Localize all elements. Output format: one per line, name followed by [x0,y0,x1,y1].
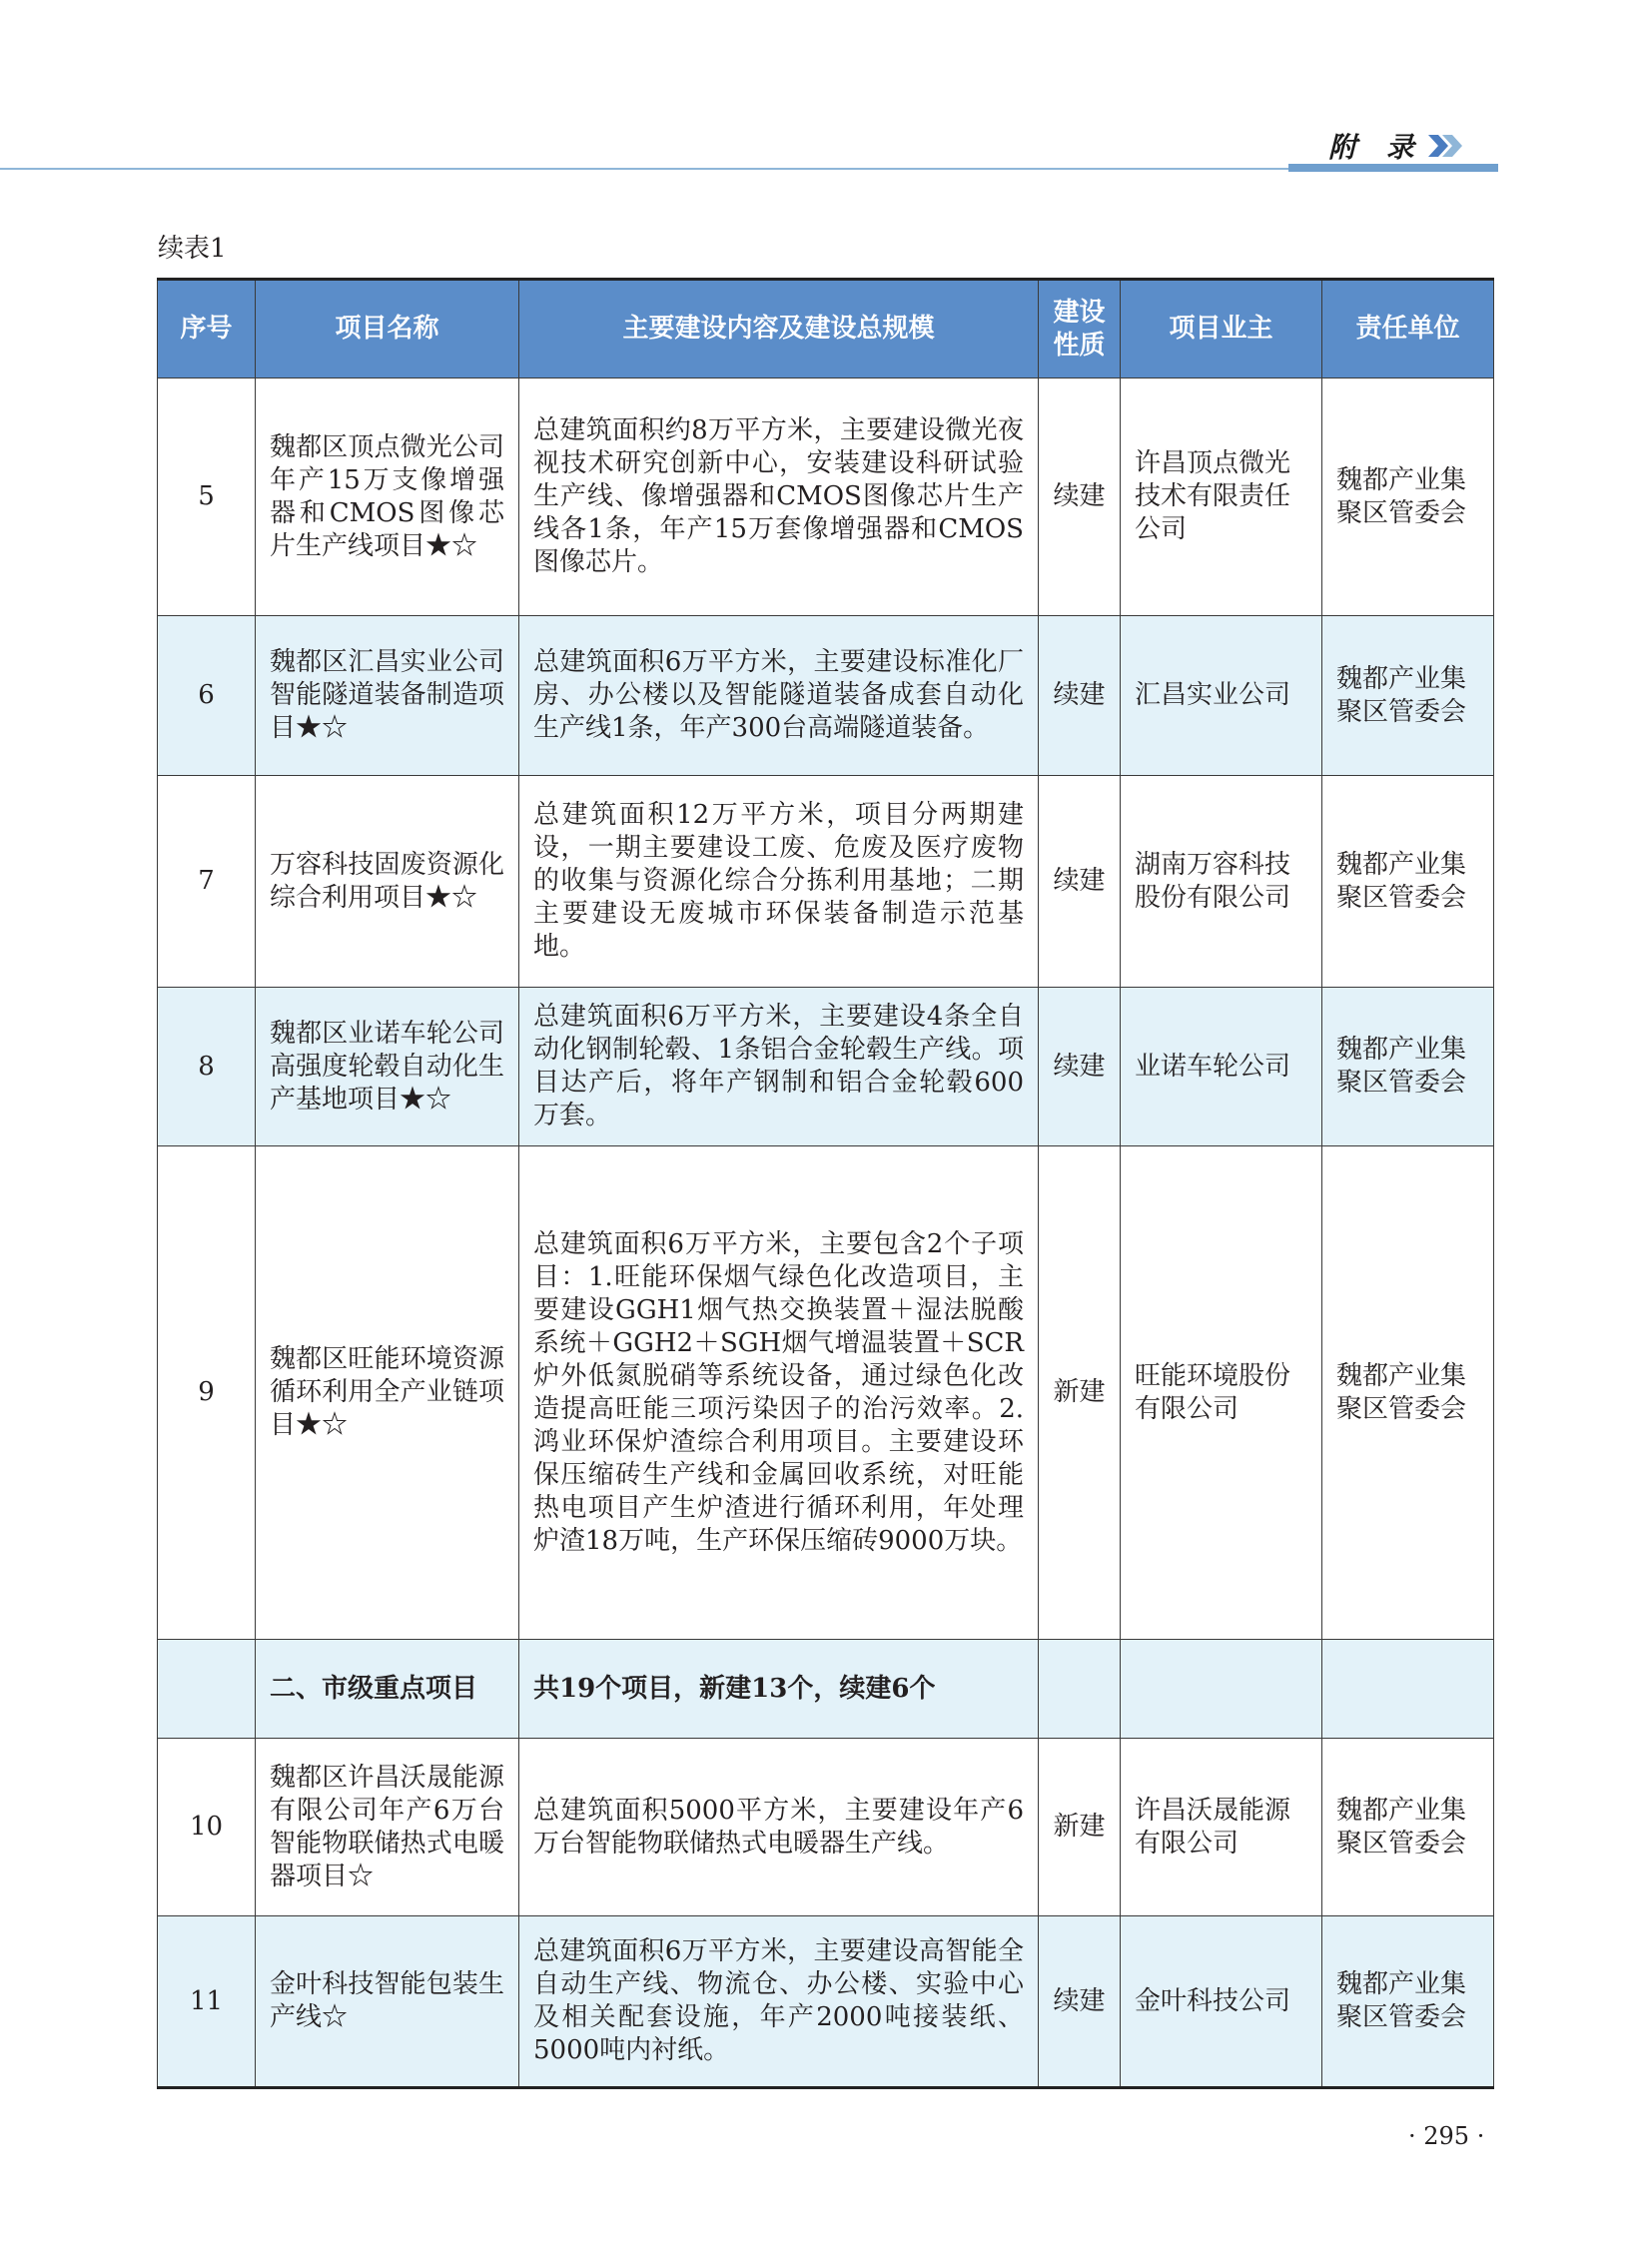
row-content: 总建筑面积6万平方米，主要建设标准化厂房、办公楼以及智能隧道装备成套自动化生产线1条，年产300台高端隧道装备。 [519,616,1039,776]
row-owner: 汇昌实业公司 [1121,616,1322,776]
row-owner: 许昌顶点微光技术有限责任公司 [1121,378,1322,616]
row-owner: 湖南万容科技股份有限公司 [1121,776,1322,988]
row-owner: 金叶科技公司 [1121,1916,1322,2088]
row-content: 总建筑面积5000平方米，主要建设年产6万台智能物联储热式电暖器生产线。 [519,1739,1039,1916]
row-project-name: 魏都区旺能环境资源循环利用全产业链项目★☆ [256,1146,519,1640]
projects-table [157,278,1494,2089]
table-row [158,988,1494,1146]
table-caption: 续表1 [158,234,227,264]
col-header-name: 项目名称 [256,280,519,378]
row-owner: 业诺车轮公司 [1121,988,1322,1146]
header-row [158,280,1494,378]
row-nature: 新建 [1039,1739,1121,1916]
table-row [158,776,1494,988]
row-project-name: 魏都区顶点微光公司年产15万支像增强器和CMOS图像芯片生产线项目★☆ [256,378,519,616]
col-header-nature [1039,280,1121,378]
row-content: 总建筑面积6万平方米，主要建设4条全自动化钢制轮毂、1条铝合金轮毂生产线。项目达产后，将年产钢制和铝合金轮毂600万套。 [519,988,1039,1146]
col-header-nature-line2: 性质 [1053,330,1106,361]
row-owner: 许昌沃晟能源有限公司 [1121,1739,1322,1916]
row-content: 总建筑面积12万平方米，项目分两期建设，一期主要建设工废、危废及医疗废物的收集与资源化综合分拣利用基地；二期主要建设无废城市环保装备制造示范基地。 [519,776,1039,988]
section-row [158,1640,1494,1739]
section-empty-cell [1322,1640,1494,1739]
row-index: 5 [158,378,256,616]
running-header [1328,126,1466,166]
section-empty-cell [1121,1640,1322,1739]
page-number: · 295 · [1408,2122,1485,2150]
section-title: 二、市级重点项目 [256,1640,519,1739]
header-rule [0,168,1498,170]
row-nature: 续建 [1039,1916,1121,2088]
row-project-name: 万容科技固废资源化综合利用项目★☆ [256,776,519,988]
row-index: 11 [158,1916,256,2088]
row-nature: 新建 [1039,1146,1121,1640]
row-content: 总建筑面积6万平方米，主要包含2个子项目：1.旺能环保烟气绿色化改造项目，主要建设GGH1烟气热交换装置＋湿法脱酸系统＋GGH2＋SGH烟气增温装置＋SCR炉外低氮脱硝等系统设备，通过绿色化改造提高旺能三项污染因子的治污效率。2.鸿业环保炉渣综合利用项目。主要建设环保压缩砖生产线和金属回收系统，对旺能热电项目产生炉渣进行循环利用，年处理炉渣18万吨，生产环保压缩砖9000万块。 [519,1146,1039,1640]
row-content: 总建筑面积6万平方米，主要建设高智能全自动生产线、物流仓、办公楼、实验中心及相关配套设施，年产2000吨接装纸、5000吨内衬纸。 [519,1916,1039,2088]
row-unit: 魏都产业集聚区管委会 [1322,616,1494,776]
col-header-index: 序号 [158,280,256,378]
col-header-unit: 责任单位 [1322,280,1494,378]
row-nature: 续建 [1039,776,1121,988]
row-index: 9 [158,1146,256,1640]
row-index: 8 [158,988,256,1146]
table-row [158,1916,1494,2088]
row-nature: 续建 [1039,988,1121,1146]
section-summary: 共19个项目，新建13个，续建6个 [519,1640,1039,1739]
table-row [158,1146,1494,1640]
row-nature: 续建 [1039,616,1121,776]
row-index: 6 [158,616,256,776]
row-unit: 魏都产业集聚区管委会 [1322,776,1494,988]
section-empty-cell [1039,1640,1121,1739]
col-header-content: 主要建设内容及建设总规模 [519,280,1039,378]
table-row [158,616,1494,776]
row-index: 7 [158,776,256,988]
row-owner: 旺能环境股份有限公司 [1121,1146,1322,1640]
row-project-name: 魏都区汇昌实业公司智能隧道装备制造项目★☆ [256,616,519,776]
table-row [158,1739,1494,1916]
row-unit: 魏都产业集聚区管委会 [1322,988,1494,1146]
appendix-label: 附 录 [1328,131,1424,164]
row-unit: 魏都产业集聚区管委会 [1322,378,1494,616]
col-header-owner: 项目业主 [1121,280,1322,378]
section-spacer [158,1640,256,1739]
row-index: 10 [158,1739,256,1916]
row-unit: 魏都产业集聚区管委会 [1322,1739,1494,1916]
row-unit: 魏都产业集聚区管委会 [1322,1146,1494,1640]
row-content: 总建筑面积约8万平方米，主要建设微光夜视技术研究创新中心，安装建设科研试验生产线、像增强器和CMOS图像芯片生产线各1条，年产15万套像增强器和CMOS图像芯片。 [519,378,1039,616]
table-row [158,378,1494,616]
row-nature: 续建 [1039,378,1121,616]
row-project-name: 魏都区许昌沃晟能源有限公司年产6万台智能物联储热式电暖器项目☆ [256,1739,519,1916]
double-chevron-icon [1426,133,1466,159]
row-project-name: 魏都区业诺车轮公司高强度轮毂自动化生产基地项目★☆ [256,988,519,1146]
row-project-name: 金叶科技智能包装生产线☆ [256,1916,519,2088]
row-unit: 魏都产业集聚区管委会 [1322,1916,1494,2088]
col-header-nature-line1: 建设 [1053,297,1106,328]
